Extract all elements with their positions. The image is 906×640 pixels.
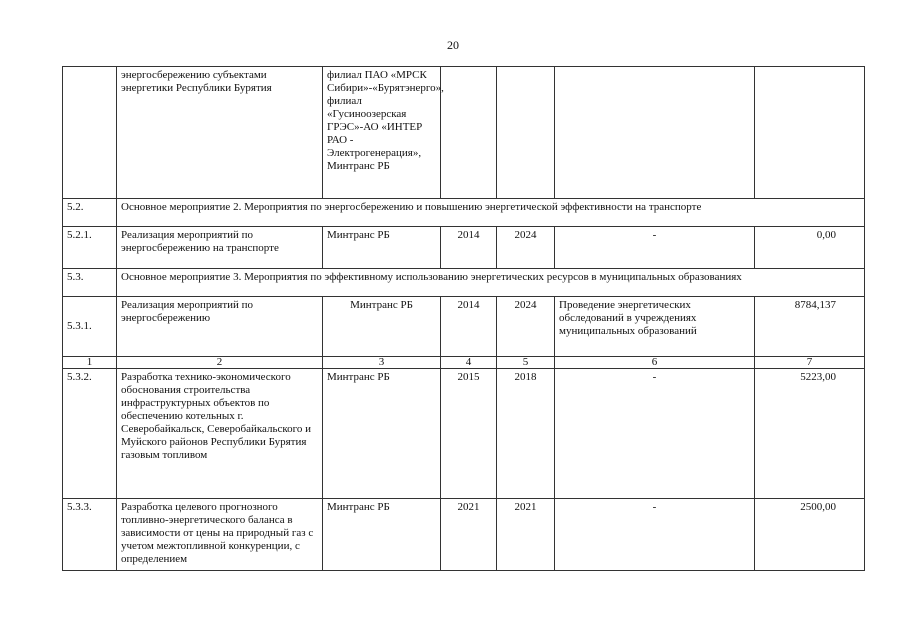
column-number: 1 [63,357,117,369]
cell-num: 5.2.1. [63,227,117,269]
cell-num: 5.3.1. [63,297,117,357]
table-row [63,269,865,297]
column-number-row [63,357,865,369]
cell-end: 2018 [497,369,555,499]
section-title: Основное мероприятие 3. Мероприятия по эффективному использованию энергетических ресурсов в муниципальных образованиях [117,269,865,297]
cell-start: 2014 [441,227,497,269]
column-number: 3 [323,357,441,369]
column-number: 5 [497,357,555,369]
column-number: 4 [441,357,497,369]
cell-num: 5.2. [63,199,117,227]
cell-num: 5.3.3. [63,499,117,571]
cell-name: Реализация мероприятий по энергосбережению [117,297,323,357]
measures-table [62,66,865,571]
cell-start [441,67,497,199]
cell-name: Разработка технико-экономического обоснования строительства инфраструктурных объектов по обеспечению котельных г. Северобайкальск, Северобайкальского и Муйского районов Республики Бурятия газовым топливом [117,369,323,499]
cell-executor: филиал ПАО «МРСК Сибири»-«Бурятэнерго», филиал «Гусиноозерская ГРЭС»-АО «ИНТЕР РАО - Электрогенерация», Минтранс РБ [323,67,441,199]
cell-executor: Минтранс РБ [323,227,441,269]
cell-num: 5.3.2. [63,369,117,499]
cell-executor: Минтранс РБ [323,369,441,499]
cell-executor: Минтранс РБ [323,297,441,357]
table-row [63,67,865,199]
cell-sum: 5223,00 [755,369,865,499]
table-row [63,369,865,499]
table-row [63,297,865,357]
cell-start: 2014 [441,297,497,357]
column-number: 6 [555,357,755,369]
cell-num [63,67,117,199]
cell-name: энергосбережению субъектами энергетики Республики Бурятия [117,67,323,199]
table-row [63,199,865,227]
cell-start: 2015 [441,369,497,499]
cell-executor: Минтранс РБ [323,499,441,571]
cell-result: - [555,369,755,499]
cell-name: Разработка целевого прогнозного топливно-энергетического баланса в зависимости от цены на природный газ с учетом межтопливной конкуренции, с определением [117,499,323,571]
cell-end [497,67,555,199]
cell-result [555,67,755,199]
cell-end: 2021 [497,499,555,571]
cell-result: - [555,227,755,269]
cell-end: 2024 [497,227,555,269]
page-number: 20 [447,38,459,52]
section-title: Основное мероприятие 2. Мероприятия по энергосбережению и повышению энергетической эффективности на транспорте [117,199,865,227]
table-row [63,227,865,269]
cell-end: 2024 [497,297,555,357]
cell-result: - [555,499,755,571]
cell-num: 5.3. [63,269,117,297]
cell-start: 2021 [441,499,497,571]
cell-name: Реализация мероприятий по энергосбережению на транспорте [117,227,323,269]
column-number: 2 [117,357,323,369]
cell-sum [755,67,865,199]
cell-result: Проведение энергетических обследований в учреждениях муниципальных образований [555,297,755,357]
cell-sum: 2500,00 [755,499,865,571]
cell-sum: 8784,137 [755,297,865,357]
table-row [63,499,865,571]
cell-sum: 0,00 [755,227,865,269]
column-number: 7 [755,357,865,369]
